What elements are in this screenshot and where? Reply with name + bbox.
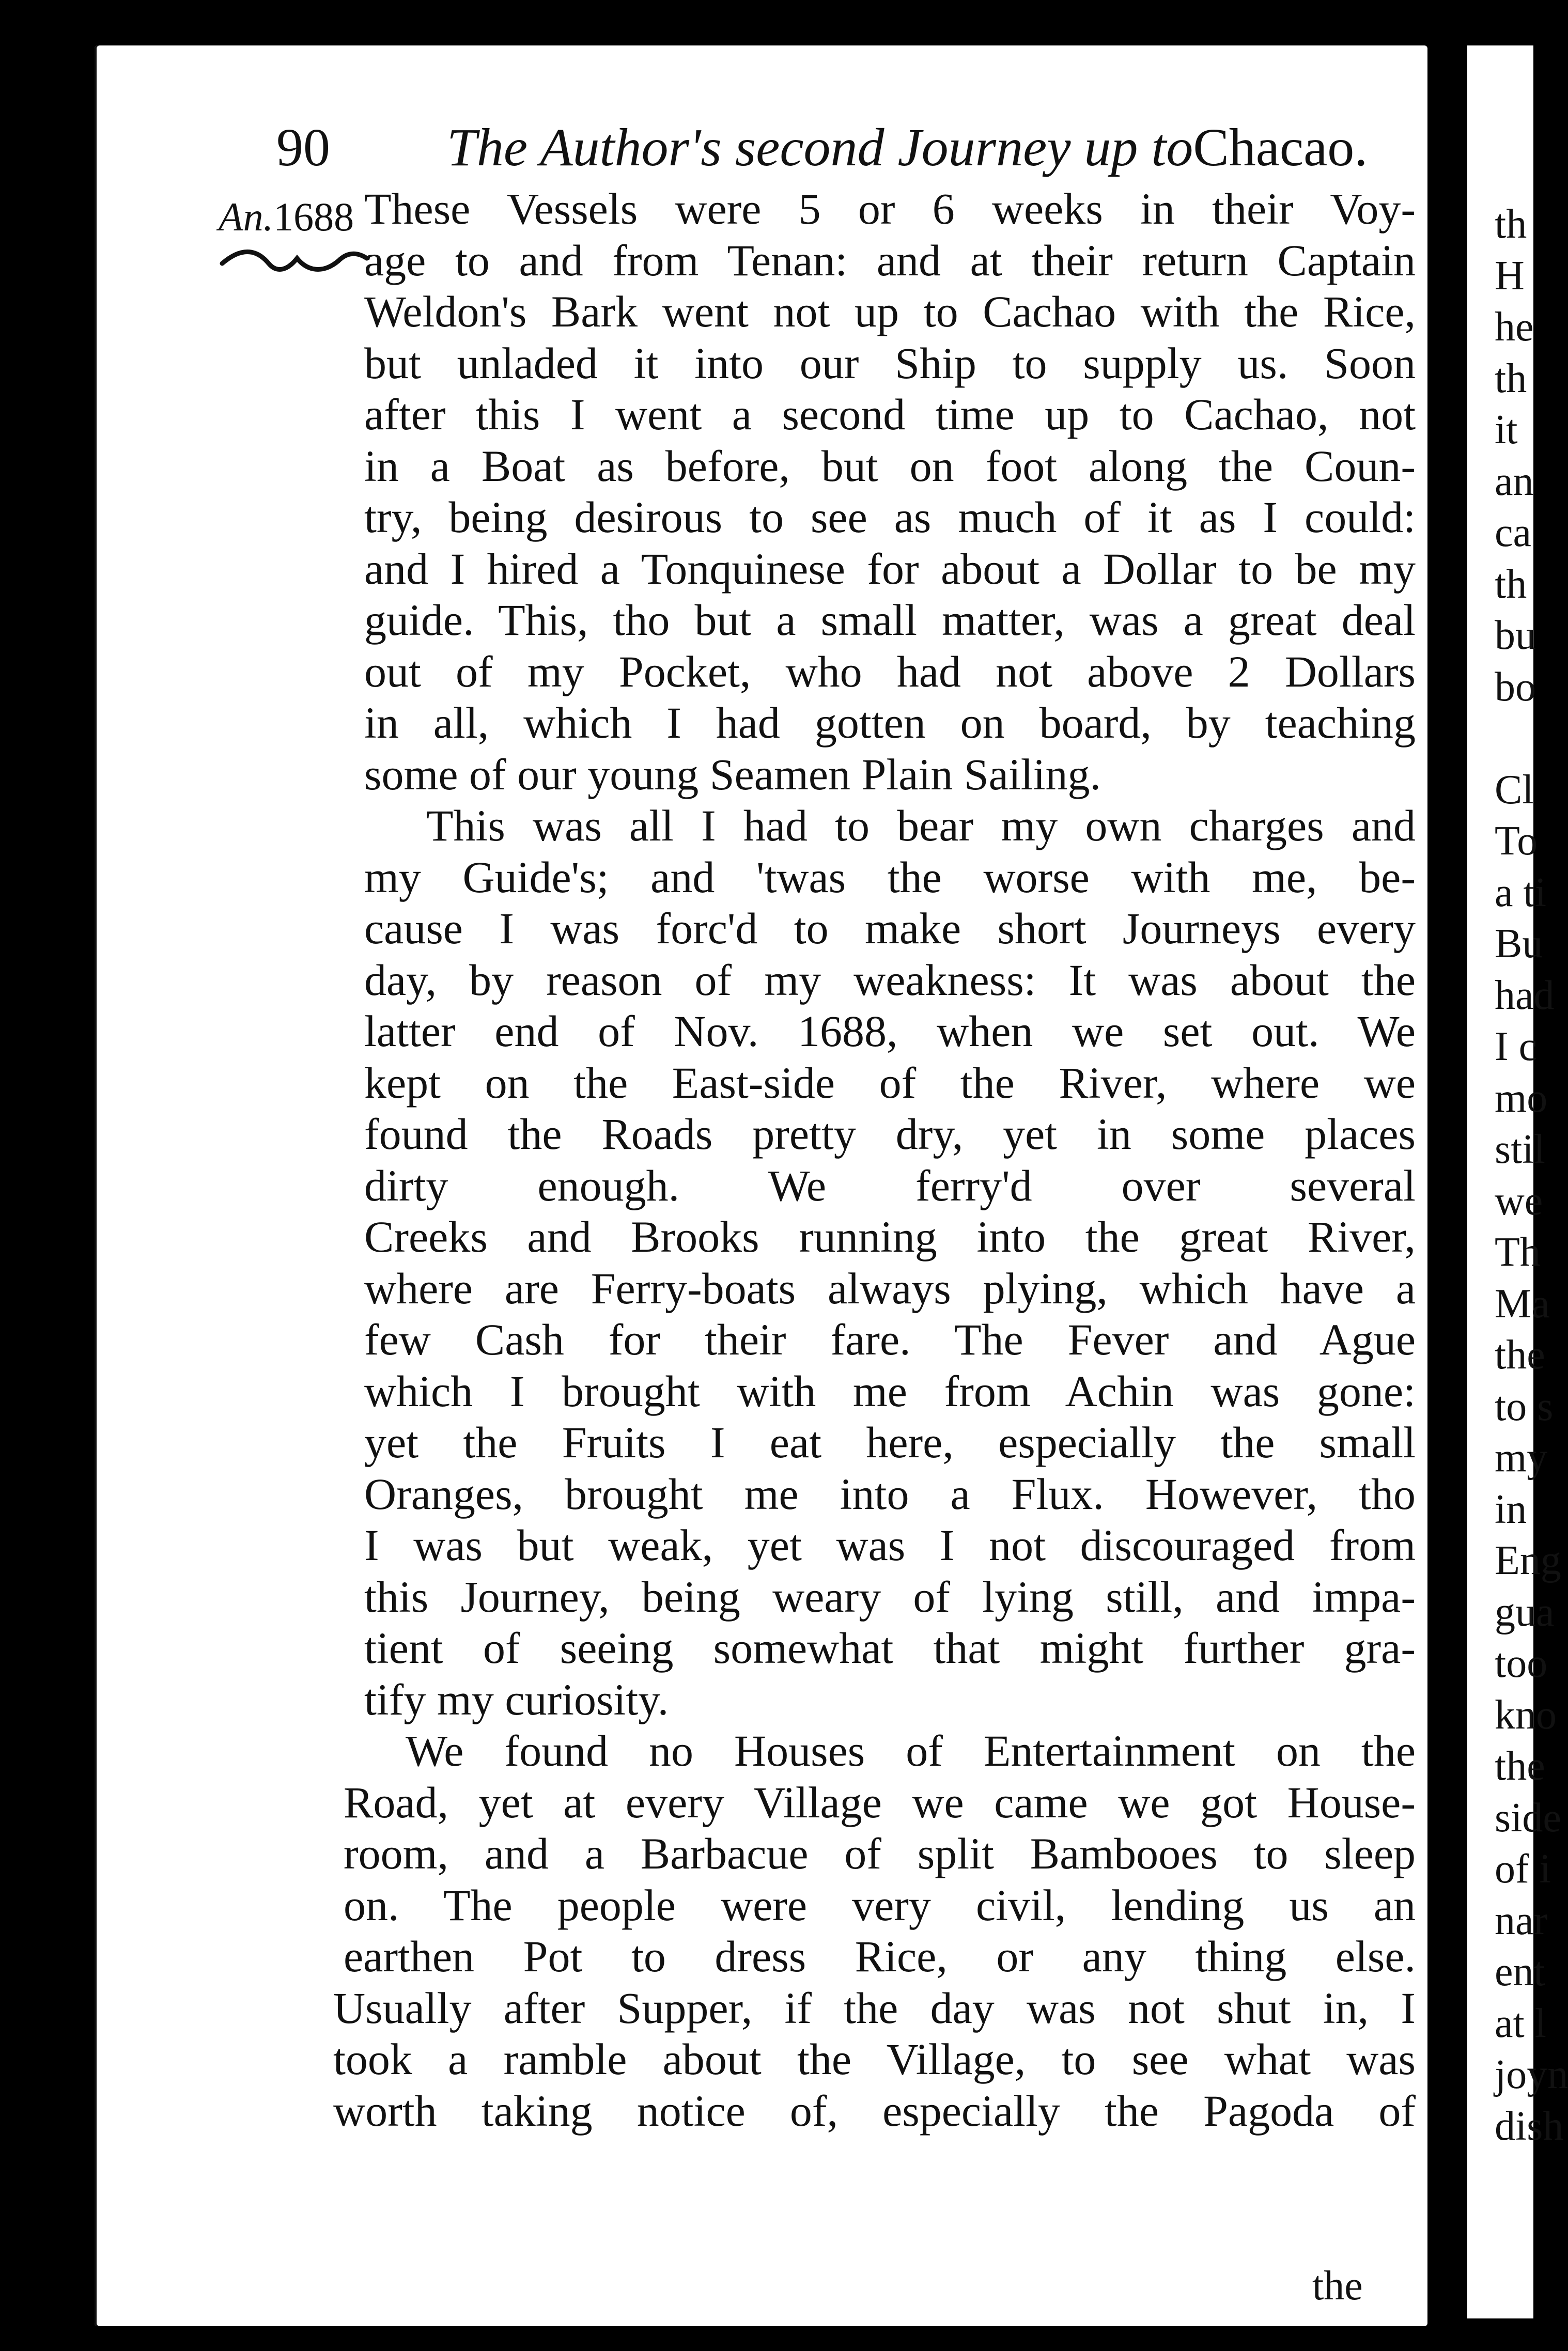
text-line: but unladed it into our Ship to supply us. Soon bbox=[364, 338, 1416, 388]
text-line: These Vessels were 5 or 6 weeks in their Voy- bbox=[364, 184, 1416, 233]
text-line: room, and a Barbacue of split Bambooes to sleep bbox=[344, 1829, 1416, 1878]
margin-year-note: An.1688 bbox=[219, 194, 354, 239]
fragment-line: it bbox=[1495, 407, 1518, 453]
text-line: on. The people were very civil, lending us an bbox=[344, 1880, 1416, 1930]
text-line: after this I went a second time up to Cachao, not bbox=[364, 390, 1416, 439]
text-line: and I hired a Tonquinese for about a Dollar to be my bbox=[364, 543, 1416, 594]
catchword: the bbox=[1312, 2263, 1363, 2309]
fragment-line: we bbox=[1495, 1178, 1543, 1224]
fragment-line: my bbox=[1495, 1435, 1548, 1481]
text-line: Weldon's Bark went not up to Cachao with the Rice, bbox=[364, 287, 1416, 336]
text-line: day, by reason of my weakness: It was about the bbox=[364, 955, 1416, 1005]
text-line: dirty enough. We ferry'd over several bbox=[364, 1160, 1416, 1210]
text-line: some of our young Seamen Plain Sailing. bbox=[364, 749, 1101, 799]
fragment-line: th bbox=[1495, 355, 1527, 401]
text-line: earthen Pot to dress Rice, or any thing else. bbox=[344, 1932, 1416, 1981]
text-line: try, being desirous to see as much of it as I could: bbox=[364, 492, 1416, 542]
text-line: Oranges, brought me into a Flux. However, tho bbox=[364, 1469, 1416, 1519]
fragment-line: at l bbox=[1495, 2000, 1546, 2046]
fragment-line: bu bbox=[1495, 613, 1536, 658]
fragment-line: Bu bbox=[1495, 921, 1543, 967]
fragment-line: a ti bbox=[1495, 869, 1546, 915]
text-line: We found no Houses of Entertainment on the bbox=[406, 1726, 1416, 1776]
text-line: latter end of Nov. 1688, when we set out. We bbox=[364, 1006, 1416, 1056]
text-line: Creeks and Brooks running into the great River, bbox=[364, 1212, 1416, 1262]
fragment-line: H bbox=[1495, 253, 1525, 299]
text-line: my Guide's; and 'twas the worse with me, be- bbox=[364, 852, 1416, 902]
fragment-line: side bbox=[1495, 1795, 1561, 1841]
text-line: took a ramble about the Village, to see what was bbox=[333, 2034, 1416, 2084]
text-line: Road, yet at every Village we came we got House- bbox=[344, 1777, 1416, 1827]
fragment-line: the bbox=[1495, 1743, 1545, 1789]
fragment-line: To bbox=[1495, 818, 1538, 864]
fragment-line: too bbox=[1495, 1641, 1548, 1686]
fragment-line: of i bbox=[1495, 1846, 1551, 1892]
facing-page-fragment bbox=[1495, 199, 1568, 2152]
fragment-line: dish bbox=[1495, 2103, 1564, 2149]
fragment-line: gua bbox=[1495, 1589, 1555, 1635]
fragment-line: Cl bbox=[1495, 767, 1534, 813]
fragment-line: I c bbox=[1495, 1024, 1538, 1069]
text-line: cause I was forc'd to make short Journeys every bbox=[364, 904, 1416, 953]
text-line: this Journey, being weary of lying still, and impa- bbox=[364, 1571, 1416, 1622]
fragment-line: in bbox=[1495, 1486, 1527, 1532]
fragment-line: Eng bbox=[1495, 1538, 1561, 1583]
ornament-squiggle-icon bbox=[220, 243, 369, 279]
fragment-line: ent bbox=[1495, 1949, 1545, 1995]
text-line: guide. This, tho but a small matter, was a great deal bbox=[364, 595, 1416, 645]
fragment-line: th bbox=[1495, 561, 1527, 607]
text-line: which I brought with me from Achin was gone: bbox=[364, 1366, 1416, 1416]
fragment-line: nar bbox=[1495, 1897, 1548, 1943]
fragment-line bbox=[1495, 713, 1568, 765]
text-line: tient of seeing somewhat that might further gra- bbox=[364, 1623, 1416, 1673]
text-line: where are Ferry-boats always plying, which have a bbox=[364, 1263, 1416, 1313]
text-line: tify my curiosity. bbox=[364, 1674, 669, 1724]
fragment-line: joyn bbox=[1495, 2052, 1568, 2097]
fragment-line: had bbox=[1495, 972, 1555, 1018]
text-line: in all, which I had gotten on board, by teaching bbox=[364, 698, 1416, 748]
fragment-line: ca bbox=[1495, 510, 1532, 555]
text-line: few Cash for their fare. The Fever and Ague bbox=[364, 1315, 1416, 1364]
fragment-line: to s bbox=[1495, 1383, 1554, 1429]
fragment-line: kno bbox=[1495, 1692, 1557, 1738]
running-title: The Author's second Journey up toChacao. bbox=[447, 118, 1368, 177]
fragment-line: th bbox=[1495, 201, 1527, 247]
text-line: worth taking notice of, especially the Pagoda of bbox=[333, 2085, 1416, 2136]
text-line: This was all I had to bear my own charges and bbox=[426, 801, 1416, 850]
fragment-line: an bbox=[1495, 458, 1534, 504]
text-line: out of my Pocket, who had not above 2 Dollars bbox=[364, 646, 1416, 696]
text-line: I was but weak, yet was I not discouraged from bbox=[364, 1520, 1416, 1570]
fragment-line: stil bbox=[1495, 1127, 1545, 1172]
text-line: Usually after Supper, if the day was not shut in, I bbox=[333, 1983, 1416, 2033]
text-line: age to and from Tenan: and at their return Captain bbox=[364, 235, 1416, 285]
fragment-line: Ma bbox=[1495, 1281, 1550, 1327]
fragment-line: Th bbox=[1495, 1229, 1541, 1275]
fragment-line: bo bbox=[1495, 664, 1536, 710]
fragment-line: the bbox=[1495, 1332, 1545, 1378]
fragment-line: he bbox=[1495, 304, 1534, 350]
text-line: found the Roads pretty dry, yet in some places bbox=[364, 1109, 1416, 1159]
body-text bbox=[333, 183, 1416, 2137]
fragment-line: mo bbox=[1495, 1075, 1548, 1121]
text-line: yet the Fruits I eat here, especially the small bbox=[364, 1418, 1416, 1467]
running-header bbox=[276, 117, 1418, 184]
page-number: 90 bbox=[276, 118, 330, 177]
text-line: kept on the East-side of the River, where we bbox=[364, 1057, 1416, 1108]
text-line: in a Boat as before, but on foot along the Coun- bbox=[364, 441, 1416, 491]
